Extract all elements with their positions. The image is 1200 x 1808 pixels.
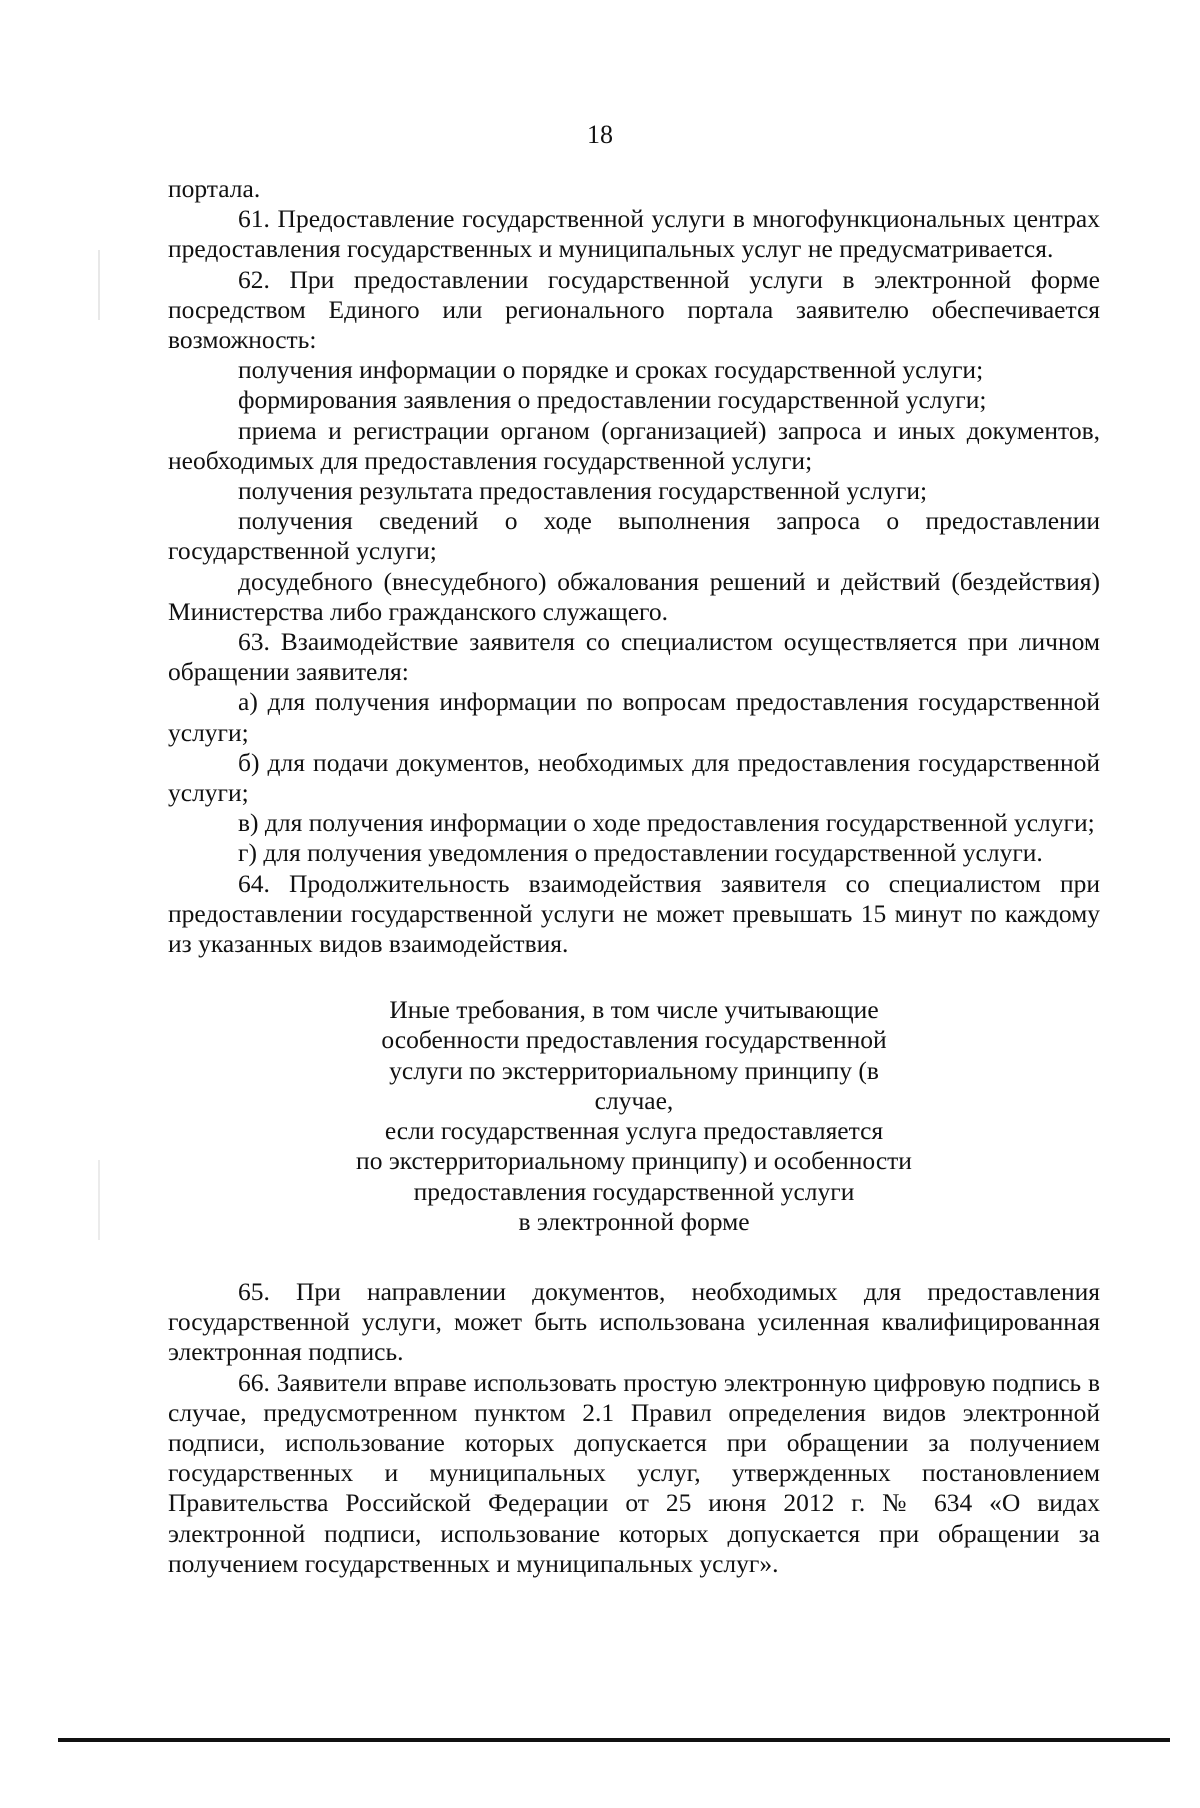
bottom-rule xyxy=(58,1738,1170,1742)
heading-line: Иные требования, в том числе учитывающие xyxy=(389,995,879,1025)
paragraph: б) для подачи документов, необходимых для предоставления государственной услуги; xyxy=(168,747,1100,808)
heading-line: предоставления государственной услуги xyxy=(413,1176,855,1206)
heading-line: по экстерриториальному принципу) и особенности xyxy=(356,1146,912,1176)
heading-line: особенности предоставления государственной xyxy=(381,1025,887,1055)
paragraph: формирования заявления о предоставлении государственной услуги; xyxy=(238,385,987,415)
heading-line: если государственная услуга предоставляется xyxy=(384,1116,884,1146)
paragraph: 63. Взаимодействие заявителя со специалистом осуществляется при личном обращении заявителя: xyxy=(168,627,1100,687)
paragraph: 65. При направлении документов, необходимых для предоставления государственной услуги, может быть использована усиленная квалифицированная электронная подпись. xyxy=(168,1276,1100,1367)
page-number: 18 xyxy=(587,120,613,149)
paragraph: получения сведений о ходе выполнения запроса о предоставлении государственной услуги; xyxy=(168,506,1100,566)
paragraph: досудебного (внесудебного) обжалования решений и действий (бездействия) Министерства либо гражданского служащего. xyxy=(168,566,1100,626)
heading-line: в электронной форме xyxy=(518,1206,750,1236)
paragraph: в) для получения информации о ходе предоставления государственной услуги; xyxy=(238,808,1095,838)
paragraph: 61. Предоставление государственной услуги в многофункциональных центрах предоставления государственных и муниципальных услуг не предусматривается. xyxy=(168,204,1100,264)
scan-mark xyxy=(98,1160,100,1240)
paragraph: 64. Продолжительность взаимодействия заявителя со специалистом при предоставлении государственной услуги не может превышать 15 минут по каждому из указанных видов взаимодействия. xyxy=(168,868,1100,959)
paragraph: а) для получения информации по вопросам предоставления государственной услуги; xyxy=(168,687,1100,747)
paragraph: получения результата предоставления государственной услуги; xyxy=(238,476,928,506)
document-body xyxy=(168,174,1100,1579)
paragraph: приема и регистрации органом (организацией) запроса и иных документов, необходимых для предоставления государственной услуги; xyxy=(168,415,1100,475)
paragraph: г) для получения уведомления о предоставлении государственной услуги. xyxy=(238,838,1043,868)
paragraph: получения информации о порядке и сроках государственной услуги; xyxy=(238,355,984,385)
heading-line: услуги по экстерриториальному принципу (в случае, xyxy=(389,1055,879,1115)
paragraph: 62. При предоставлении государственной услуги в электронной форме посредством Единого или регионального портала заявителю обеспечивается возможность: xyxy=(168,264,1100,355)
paragraph: 66. Заявители вправе использовать простую электронную цифровую подпись в случае, предусмотренном пунктом 2.1 Правил определения видов электронной подписи, использование которых допускается при обращении за получением государственных и муниципальных услуг, утвержденных постановлением Правительства Российской Федерации от 25 июня 2012 г. № 634 «О видах электронной подписи, использование которых допускается при обращении за получением государственных и муниципальных услуг». xyxy=(168,1367,1100,1578)
paragraphs-after-heading xyxy=(168,1277,1100,1579)
paragraph: портала. xyxy=(168,174,261,203)
paragraphs-before-heading xyxy=(168,174,1100,959)
section-heading xyxy=(354,995,914,1237)
scan-mark xyxy=(98,250,100,320)
